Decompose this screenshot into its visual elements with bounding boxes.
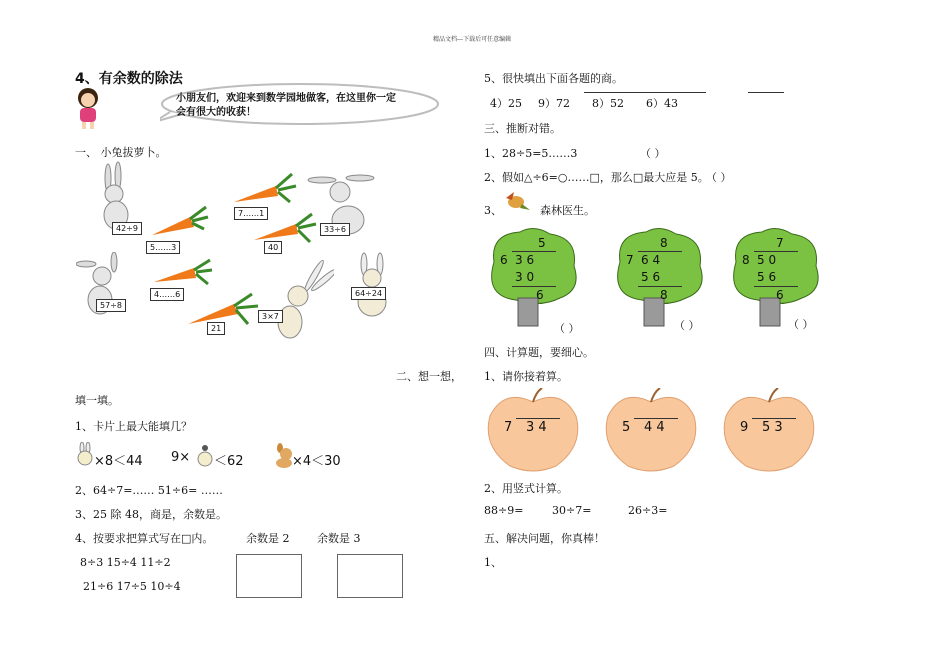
card-7-1: 7……1 [234,207,268,220]
carrot-icon [232,172,298,208]
question-3-3-pre: 3、 [484,204,502,217]
tree2-quotient: 8 [660,236,668,250]
rabbit-icon [262,256,334,352]
answer-line [584,92,706,93]
rabbit-icon [346,252,402,320]
carrot-icon [152,258,214,292]
card-64-24: 64÷24 [351,287,386,300]
answer-line [748,92,784,93]
tree2-answer-paren[interactable]: （ ） [674,319,700,332]
bird-icon [500,188,530,214]
question-3-3-post: 森林医生。 [540,204,595,217]
card-5-3: 5……3 [146,241,180,254]
tree2-subtract: 5 6 [641,270,661,284]
question-2-head: 填一填。 [75,394,119,407]
question-2-1: 1、卡片上最大能填几？ [75,420,192,433]
tree1-quotient: 5 [538,236,546,250]
answer-box-remainder-2[interactable] [236,554,302,598]
q5-item-2: 9）72 [538,97,570,110]
remainder-2-label: 余数是 2 [246,532,290,545]
tree1-answer-paren[interactable]: （ ） [554,322,580,335]
question-3-2: 2、假如△÷6=○……□，那么□最大应是 5。 [484,171,709,184]
section-4-title: 四、计算题，要细心。 [484,346,594,359]
tree3-subtract: 5 6 [757,270,777,284]
inequality-a: ×8＜44 [94,454,143,469]
tree3-quotient: 7 [776,236,784,250]
answer-paren-3-2[interactable]: （ ） [706,171,732,184]
expressions-row-2: 21÷6 17÷5 10÷4 [83,580,181,593]
inequality-c: ×4＜30 [292,454,341,469]
tree3-remainder: 6 [776,288,784,302]
q5-item-3: 8）52 [592,97,624,110]
tree3-dividend: 5 0 [757,253,777,267]
card-42-9: 42÷9 [112,222,142,235]
apple2-divisor: 5 [622,420,631,435]
tree1-remainder: 6 [536,288,544,302]
tree1-dividend: 3 6 [515,253,535,267]
card-3x7: 3×7 [258,310,283,323]
card-57-8: 57÷8 [96,299,126,312]
apple1-divisor: 7 [504,420,513,435]
vertical-calc-3: 26÷3= [628,504,668,517]
card-40: 40 [264,241,282,254]
card-21: 21 [207,322,225,335]
question-3-1: 1、28÷5=5……3 [484,147,578,160]
card-4-6: 4……6 [150,288,184,301]
apple1-dividend: 3 4 [526,420,547,435]
answer-paren-3-1[interactable]: （ ） [640,147,666,160]
question-4-2: 2、用竖式计算。 [484,482,568,495]
dog-icon [274,442,294,468]
apple2-dividend: 4 4 [644,420,665,435]
question-2-2: 2、64÷7=…… 51÷6= …… [75,484,223,497]
section-title: 4、有余数的除法 [75,71,183,87]
rabbit-icon [76,442,94,468]
section-5-title: 五、解决问题，你真棒！ [484,532,605,545]
bug-icon [196,442,214,468]
question-1: 一、 小兔拔萝卜。 [75,146,167,159]
vertical-calc-1: 88÷9= [484,504,524,517]
tree2-remainder: 8 [660,288,668,302]
apple3-dividend: 5 3 [762,420,783,435]
expressions-row-1: 8÷3 15÷4 11÷2 [80,556,171,569]
girl-icon [70,86,106,130]
bubble-text: 小朋友们，欢迎来到数学园地做客，在这里你一定会有很大的收获！ [176,93,396,118]
carrot-icon [150,205,210,243]
question-4-1: 1、请你接着算。 [484,370,568,383]
tree1-subtract: 3 0 [515,270,535,284]
question-2-tail: 二、想一想， [396,370,462,383]
q5-item-4: 6）43 [646,97,678,110]
inequality-b-post: ＜62 [214,454,244,469]
q5-item-1: 4）25 [490,97,522,110]
answer-box-remainder-3[interactable] [337,554,403,598]
remainder-3-label: 余数是 3 [317,532,361,545]
tree3-answer-paren[interactable]: （ ） [788,318,814,331]
question-2-4: 4、按要求把算式写在□内。 [75,532,214,545]
tree3-divisor: 8 [742,253,750,267]
section-3-title: 三、推断对错。 [484,122,561,135]
question-5: 5、很快填出下面各题的商。 [484,72,623,85]
tree1-divisor: 6 [500,253,508,267]
question-2-3: 3、25 除 48，商是，余数是。 [75,508,227,521]
inequality-b-pre: 9× [171,450,191,465]
tree2-divisor: 7 [626,253,634,267]
card-33-6: 33÷6 [320,223,350,236]
question-5-1: 1、 [484,556,502,569]
tree2-dividend: 6 4 [641,253,661,267]
header-note: 精品文档---下载后可任意编辑 [433,36,512,43]
vertical-calc-2: 30÷7= [552,504,592,517]
apple3-divisor: 9 [740,420,749,435]
rabbit-icon [90,160,138,230]
